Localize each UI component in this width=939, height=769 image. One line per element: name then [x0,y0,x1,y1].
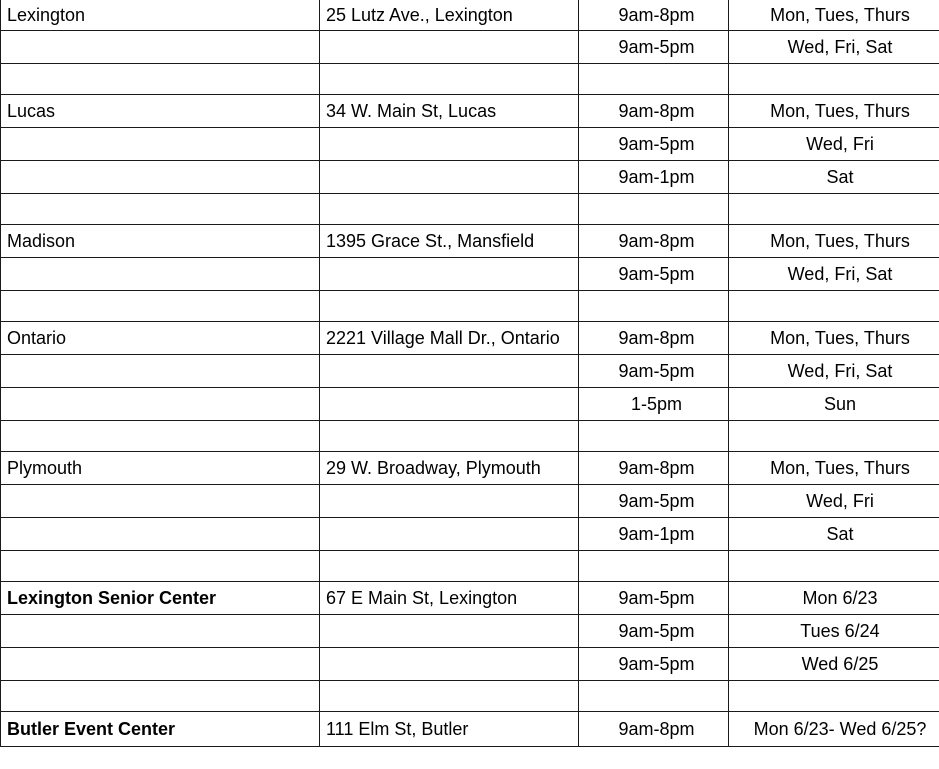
table-row [1,421,939,452]
table-row [1,551,939,582]
address-cell[interactable]: 1395 Grace St., Mansfield [320,225,579,258]
location-name-cell[interactable] [1,291,320,322]
days-cell[interactable]: Wed 6/25 [729,648,939,681]
days-cell[interactable]: Tues 6/24 [729,615,939,648]
address-cell[interactable]: 25 Lutz Ave., Lexington [320,0,579,31]
hours-cell[interactable]: 9am-5pm [579,128,729,161]
hours-cell[interactable] [579,291,729,322]
table-row [1,582,939,615]
address-cell[interactable] [320,258,579,291]
table-row [1,291,939,322]
table-row [1,95,939,128]
location-name-cell[interactable] [1,31,320,64]
table-row [1,518,939,551]
days-cell[interactable]: Mon, Tues, Thurs [729,452,939,485]
address-cell[interactable]: 2221 Village Mall Dr., Ontario [320,322,579,355]
table-row [1,225,939,258]
days-cell[interactable]: Wed, Fri, Sat [729,31,939,64]
location-name-cell[interactable] [1,355,320,388]
location-name-cell[interactable] [1,258,320,291]
hours-cell[interactable]: 1-5pm [579,388,729,421]
location-name-cell[interactable]: Plymouth [1,452,320,485]
location-name-cell[interactable] [1,388,320,421]
hours-cell[interactable] [579,194,729,225]
hours-cell[interactable]: 9am-5pm [579,582,729,615]
hours-cell[interactable]: 9am-8pm [579,712,729,747]
location-name-cell[interactable]: Ontario [1,322,320,355]
days-cell[interactable]: Wed, Fri, Sat [729,258,939,291]
table-row [1,128,939,161]
days-cell[interactable] [729,64,939,95]
days-cell[interactable] [729,291,939,322]
location-name-cell[interactable]: Butler Event Center [1,712,320,747]
days-cell[interactable]: Wed, Fri [729,128,939,161]
table-row [1,0,939,31]
address-cell[interactable] [320,518,579,551]
address-cell[interactable]: 34 W. Main St, Lucas [320,95,579,128]
days-cell[interactable]: Mon, Tues, Thurs [729,95,939,128]
address-cell[interactable] [320,64,579,95]
location-name-cell[interactable]: Madison [1,225,320,258]
days-cell[interactable] [729,681,939,712]
address-cell[interactable] [320,648,579,681]
days-cell[interactable]: Sat [729,518,939,551]
days-cell[interactable]: Mon, Tues, Thurs [729,225,939,258]
hours-cell[interactable]: 9am-8pm [579,322,729,355]
location-name-cell[interactable] [1,648,320,681]
location-name-cell[interactable] [1,485,320,518]
days-cell[interactable]: Mon 6/23- Wed 6/25? [729,712,939,747]
table-row [1,485,939,518]
address-cell[interactable] [320,194,579,225]
hours-cell[interactable]: 9am-5pm [579,258,729,291]
table-row [1,388,939,421]
hours-cell[interactable]: 9am-1pm [579,161,729,194]
address-cell[interactable] [320,355,579,388]
location-name-cell[interactable] [1,518,320,551]
address-cell[interactable] [320,485,579,518]
address-cell[interactable] [320,128,579,161]
table-row [1,258,939,291]
address-cell[interactable]: 111 Elm St, Butler [320,712,579,747]
table-row [1,194,939,225]
location-name-cell[interactable] [1,64,320,95]
table-row [1,64,939,95]
location-name-cell[interactable] [1,194,320,225]
days-cell[interactable]: Mon, Tues, Thurs [729,0,939,31]
address-cell[interactable]: 29 W. Broadway, Plymouth [320,452,579,485]
hours-cell[interactable]: 9am-8pm [579,0,729,31]
address-cell[interactable] [320,681,579,712]
hours-cell[interactable]: 9am-5pm [579,31,729,64]
table-row [1,712,939,747]
table-row [1,31,939,64]
location-name-cell[interactable]: Lucas [1,95,320,128]
hours-cell[interactable]: 9am-8pm [579,95,729,128]
address-cell[interactable] [320,388,579,421]
hours-cell[interactable]: 9am-1pm [579,518,729,551]
address-cell[interactable] [320,291,579,322]
hours-cell[interactable] [579,551,729,582]
days-cell[interactable] [729,194,939,225]
table-row [1,648,939,681]
hours-cell[interactable]: 9am-5pm [579,615,729,648]
days-cell[interactable] [729,551,939,582]
days-cell[interactable] [729,421,939,452]
table-row [1,161,939,194]
locations-table-body [1,0,939,747]
table-row [1,681,939,712]
days-cell[interactable]: Sun [729,388,939,421]
address-cell[interactable] [320,161,579,194]
location-name-cell[interactable] [1,615,320,648]
address-cell[interactable]: 67 E Main St, Lexington [320,582,579,615]
hours-cell[interactable]: 9am-5pm [579,648,729,681]
address-cell[interactable] [320,31,579,64]
days-cell[interactable]: Wed, Fri [729,485,939,518]
location-name-cell[interactable] [1,681,320,712]
table-row [1,355,939,388]
hours-cell[interactable] [579,681,729,712]
days-cell[interactable]: Mon 6/23 [729,582,939,615]
table-row [1,452,939,485]
hours-cell[interactable] [579,421,729,452]
hours-cell[interactable]: 9am-5pm [579,355,729,388]
location-name-cell[interactable]: Lexington [1,0,320,31]
address-cell[interactable] [320,421,579,452]
location-name-cell[interactable] [1,128,320,161]
hours-cell[interactable]: 9am-8pm [579,225,729,258]
location-name-cell[interactable] [1,161,320,194]
location-name-cell[interactable]: Lexington Senior Center [1,582,320,615]
table-row [1,322,939,355]
hours-cell[interactable]: 9am-8pm [579,452,729,485]
days-cell[interactable]: Sat [729,161,939,194]
hours-cell[interactable] [579,64,729,95]
address-cell[interactable] [320,551,579,582]
hours-cell[interactable]: 9am-5pm [579,485,729,518]
location-name-cell[interactable] [1,421,320,452]
days-cell[interactable]: Wed, Fri, Sat [729,355,939,388]
address-cell[interactable] [320,615,579,648]
days-cell[interactable]: Mon, Tues, Thurs [729,322,939,355]
table-row [1,615,939,648]
location-name-cell[interactable] [1,551,320,582]
